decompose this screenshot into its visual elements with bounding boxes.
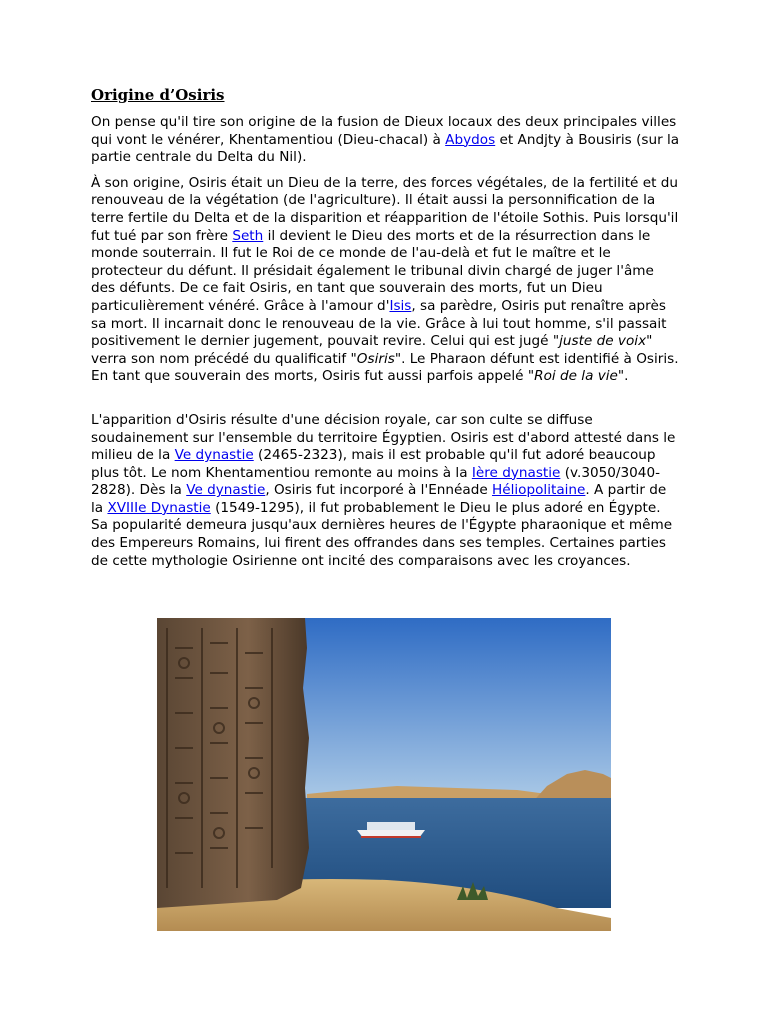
- text-run: (v.3050/3040-2828). Dès la: [91, 464, 661, 499]
- link-ve-dynastie-2[interactable]: Ve dynastie: [186, 482, 266, 499]
- link-iere-dynastie[interactable]: Ière dynastie: [471, 464, 561, 481]
- text-run: (2465-2323), mais il est probable qu'il fut adoré beaucoup plus tôt. Le nom Khentamentiou remonte au moins à la: [91, 447, 656, 481]
- text-run: " verra son nom précédé du qualificatif ": [91, 333, 653, 367]
- text-run: et Andjty à Bousiris (sur la partie centrale du Delta du Nil).: [91, 131, 680, 166]
- paragraph-origin: [91, 114, 681, 167]
- text-run: ".: [617, 368, 629, 385]
- boat: [357, 822, 425, 838]
- link-ve-dynastie[interactable]: Ve dynastie: [174, 447, 254, 464]
- page-title: Origine d’Osiris: [91, 86, 225, 104]
- text-run: (1549-1295), il fut probablement le Dieu le plus adoré en Égypte. Sa popularité demeura jusqu'aux dernières heures de l'Égypte pharaonique et même des Empereurs Romains, lui firent des offrandes dans ses temples. Certaines parties de cette mythologie Osirienne ont incité des comparaisons avec les croyances.: [91, 499, 673, 569]
- text-run: . A partir de la: [91, 482, 667, 516]
- link-isis[interactable]: Isis: [389, 297, 412, 314]
- nile-photo: [157, 618, 611, 931]
- link-seth[interactable]: Seth: [232, 227, 264, 244]
- document-body: [91, 86, 681, 578]
- text-run: , Osiris fut incorporé à l'Ennéade: [265, 482, 493, 499]
- link-xviiie-dynastie[interactable]: XVIIIe Dynastie: [107, 499, 211, 516]
- link-heliopolitaine[interactable]: Héliopolitaine: [492, 482, 586, 499]
- emphasis-text: Roi de la vie: [534, 368, 618, 385]
- paragraph-role: [91, 175, 681, 386]
- emphasis-text: Osiris: [356, 350, 395, 367]
- text-run: ". Le Pharaon défunt est identifié à Osiris. En tant que souverain des morts, Osiris fut aussi parfois appelé ": [91, 350, 679, 385]
- paragraph-history: [91, 412, 681, 570]
- link-abydos[interactable]: Abydos: [445, 131, 496, 148]
- text-run: il devient le Dieu des morts et de la résurrection dans le monde souterrain. Il fut le Roi de ce monde de l'au-delà et fut le maître et le protecteur du défunt. Il présidait également le tribunal divin chargé de juger l'âme des défunts. De ce fait Osiris, en tant que souverain des morts, fut un Dieu particulièrement vénéré. Grâce à l'amour d': [91, 227, 654, 314]
- nile-landscape-image: [157, 618, 611, 931]
- text-run: L'apparition d'Osiris résulte d'une décision royale, car son culte se diffuse soudainement sur l'ensemble du territoire Égyptien. Osiris est d'abord attesté dans le milieu de la: [91, 411, 676, 464]
- emphasis-text: juste de voix: [559, 333, 647, 350]
- spacer: [91, 394, 681, 412]
- text-run: À son origine, Osiris était un Dieu de la terre, des forces végétales, de la fertilité et du renouveau de la végétation (de l'agriculture). Il était aussi la personnification de la terre fertile du Delta et de la disparition et réapparition de l'étoile Sothis. Puis lorsqu'il fut tué par son frère: [91, 174, 679, 244]
- text-run: , sa parèdre, Osiris put renaître après sa mort. Il incarnait donc le renouveau de la vie. Grâce à lui tout homme, s'il passait positivement le dernier jugement, pouvait revire. Celui qui est jugé ": [91, 297, 667, 350]
- text-run: On pense qu'il tire son origine de la fusion de Dieux locaux des deux principales villes qui vont le vénérer, Khentamentiou (Dieu-chacal) à: [91, 114, 677, 148]
